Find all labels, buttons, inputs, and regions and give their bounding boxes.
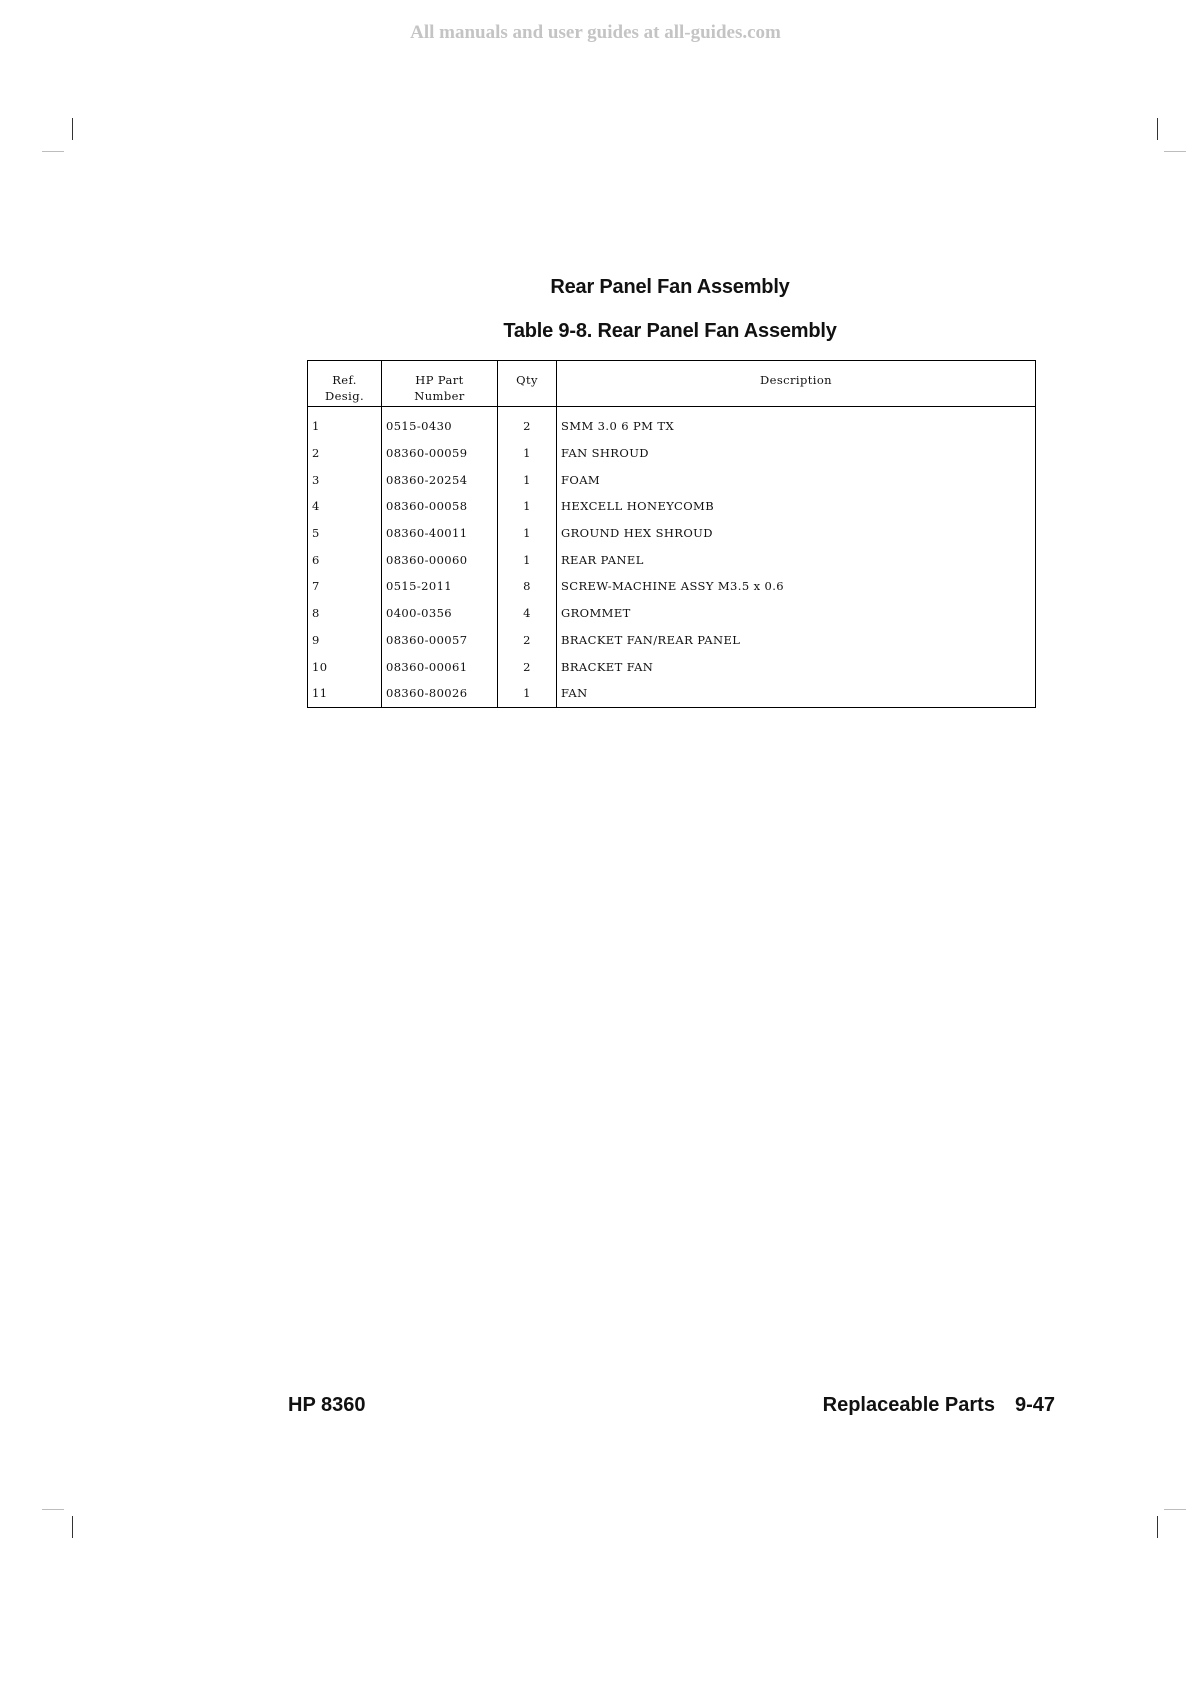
cell-qty: 2 <box>498 407 557 440</box>
cell-qty: 1 <box>498 520 557 547</box>
cell-qty: 1 <box>498 466 557 493</box>
cell-ref: 8 <box>312 606 320 621</box>
table-row <box>308 493 1036 520</box>
cell-part-number: 08360-20254 <box>382 466 498 493</box>
parts-table-body <box>308 407 1036 708</box>
watermark: All manuals and user guides at all-guides.com <box>410 22 781 43</box>
crop-mark-bottom-left <box>72 1516 73 1538</box>
cell-description: FAN <box>557 680 1036 707</box>
table-title: Table 9-8. Rear Panel Fan Assembly <box>503 320 837 342</box>
footer-model: HP 8360 <box>288 1394 366 1416</box>
cell-part-number: 0400-0356 <box>382 600 498 627</box>
cell-description: SMM 3.0 6 PM TX <box>557 407 1036 440</box>
footer-page-number: 9-47 <box>1014 1394 1055 1416</box>
footer-section-page <box>823 1394 1055 1417</box>
cell-part-number: 08360-00059 <box>382 440 498 467</box>
crop-mark-top-left-h <box>42 151 64 152</box>
cell-part-number: 08360-80026 <box>382 680 498 707</box>
header-description: Description <box>557 361 1036 407</box>
cell-ref: 9 <box>312 632 320 647</box>
table-header-row <box>308 361 1036 407</box>
table-row <box>308 440 1036 467</box>
cell-part-number: 08360-00058 <box>382 493 498 520</box>
cell-ref: 2 <box>312 446 320 461</box>
cell-ref: 7 <box>312 579 320 594</box>
cell-qty: 4 <box>498 600 557 627</box>
table-row <box>308 466 1036 493</box>
cell-qty: 1 <box>498 440 557 467</box>
cell-ref: 3 <box>312 472 320 487</box>
crop-mark-bottom-left-h <box>42 1509 64 1510</box>
cell-ref: 10 <box>312 659 328 674</box>
cell-ref: 11 <box>312 686 328 701</box>
cell-part-number: 0515-2011 <box>382 573 498 600</box>
header-qty: Qty <box>498 361 557 407</box>
cell-description: BRACKET FAN <box>557 653 1036 680</box>
cell-description: REAR PANEL <box>557 546 1036 573</box>
table-row <box>308 520 1036 547</box>
cell-ref: 5 <box>312 526 320 541</box>
cell-qty: 1 <box>498 546 557 573</box>
cell-qty: 1 <box>498 493 557 520</box>
cell-qty: 2 <box>498 653 557 680</box>
cell-part-number: 08360-40011 <box>382 520 498 547</box>
crop-mark-top-left <box>72 118 73 140</box>
cell-qty: 8 <box>498 573 557 600</box>
table-row <box>308 407 1036 440</box>
table-row <box>308 680 1036 707</box>
table-row <box>308 627 1036 654</box>
cell-qty: 1 <box>498 680 557 707</box>
cell-part-number: 08360-00061 <box>382 653 498 680</box>
parts-table <box>307 360 1036 708</box>
cell-ref: 4 <box>312 499 320 514</box>
cell-description: SCREW-MACHINE ASSY M3.5 x 0.6 <box>557 573 1036 600</box>
table-row <box>308 600 1036 627</box>
crop-mark-bottom-right <box>1157 1516 1158 1538</box>
cell-part-number: 08360-00057 <box>382 627 498 654</box>
cell-description: GROMMET <box>557 600 1036 627</box>
cell-description: BRACKET FAN/REAR PANEL <box>557 627 1036 654</box>
cell-part-number: 08360-00060 <box>382 546 498 573</box>
footer-section: Replaceable Parts <box>822 1394 995 1416</box>
cell-qty: 2 <box>498 627 557 654</box>
table-row <box>308 573 1036 600</box>
cell-ref: 1 <box>312 419 320 434</box>
cell-ref: 6 <box>312 552 320 567</box>
header-hp-part-number: HP Part Number <box>382 361 498 407</box>
cell-description: HEXCELL HONEYCOMB <box>557 493 1036 520</box>
cell-description: GROUND HEX SHROUD <box>557 520 1036 547</box>
section-heading: Rear Panel Fan Assembly <box>550 276 790 298</box>
table-row <box>308 653 1036 680</box>
header-ref-desig: Ref. Desig. <box>308 361 382 407</box>
cell-description: FAN SHROUD <box>557 440 1036 467</box>
table-row <box>308 546 1036 573</box>
crop-mark-bottom-right-h <box>1164 1509 1186 1510</box>
cell-description: FOAM <box>557 466 1036 493</box>
cell-part-number: 0515-0430 <box>382 407 498 440</box>
crop-mark-top-right-h <box>1164 151 1186 152</box>
crop-mark-top-right <box>1157 118 1158 140</box>
